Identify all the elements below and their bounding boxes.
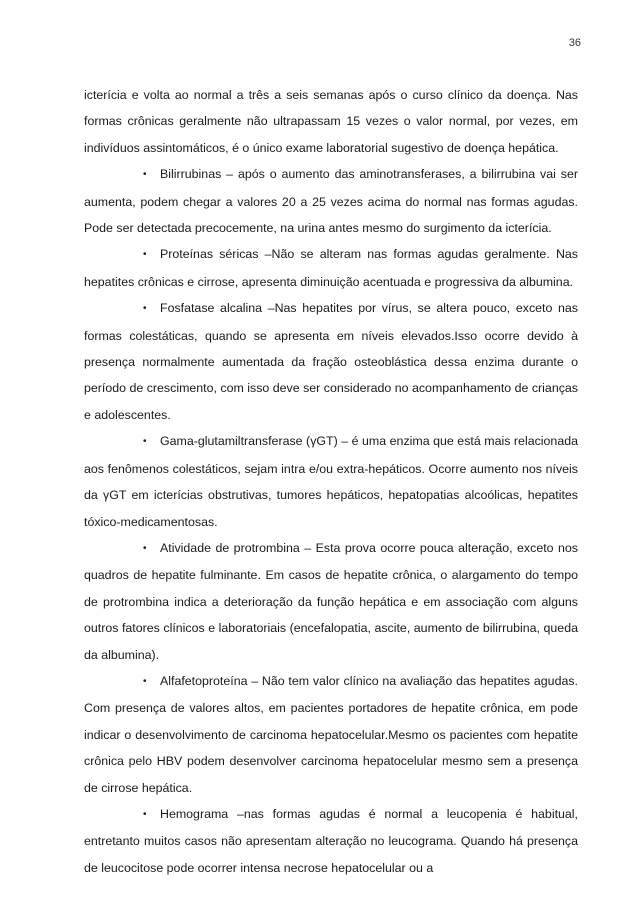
intro-paragraph: icterícia e volta ao normal a três a seis semanas após o curso clínico da doença. Nas formas crônicas geralmente não ultrapassam 15 vezes o valor normal, por vezes, em indivíduos assintomáticos, é o único exame laboratorial sugestivo de doença hepática. [84,88,578,155]
bullet-text: Hemograma –nas formas agudas é normal a leucopenia é habitual, entretanto muitos casos não apresentam alteração no leucograma. Quando há presença de leucocitose pode ocorrer intensa necrose hepatocelular ou a [84,806,578,875]
bullet-paragraph-hemograma [84,801,578,881]
bullet-paragraph-bilirrubinas [84,161,578,241]
bullet-text: Gama-glutamiltransferase (γGT) – é uma enzima que está mais relacionada aos fenômenos colestáticos, sejam intra e/ou extra-hepáticos. Ocorre aumento nos níveis da γGT em icterícias obstrutivas, tumores hepáticos, hepatopatias alcoólicas, hepatites tóxico-medicamentosas. [84,434,578,529]
bullet-text: Proteínas séricas –Não se alteram nas formas agudas geralmente. Nas hepatites crônicas e cirrose, apresenta diminuição acentuada e progressiva da albumina. [84,247,578,289]
bullet-paragraph-ggt [84,428,578,535]
bullet-text: Bilirrubinas – após o aumento das aminotransferases, a bilirrubina vai ser aumenta, podem chegar a valores 20 a 25 vezes acima do normal nas formas agudas. Pode ser detectada precocemente, na urina antes mesmo do surgimento da icterícia. [84,167,578,236]
bullet-icon: • [143,169,147,181]
bullet-icon: • [143,542,147,554]
page-number: 36 [568,37,581,49]
bullet-text: Atividade de protrombina – Esta prova ocorre pouca alteração, exceto nos quadros de hepatite fulminante. Em casos de hepatite crônica, o alargamento do tempo de protrombina indica a deterioração da função hepática e em associação com alguns outros fatores clínicos e laboratoriais (encefalopatia, ascite, aumento de bilirrubina, queda da albumina). [84,540,578,662]
bullet-paragraph-alfafetoproteina [84,668,578,801]
bullet-icon: • [143,436,147,448]
bullet-text: Fosfatase alcalina –Nas hepatites por vírus, se altera pouco, exceto nas formas colestáticas, quando se apresenta em níveis elevados.Isso ocorre devido à presença normalmente aumentada da fração osteoblástica dessa enzima durante o período de crescimento, com isso deve ser considerado no acompanhamento de crianças e adolescentes. [84,301,578,422]
body-text [84,82,578,881]
bullet-paragraph-protrombina [84,535,578,668]
bullet-icon: • [143,675,147,687]
bullet-text: Alfafetoproteína – Não tem valor clínico na avaliação das hepatites agudas. Com presença de valores altos, em pacientes portadores de hepatite crônica, em pode indicar o desenvolvimento de carcinoma hepatocelular.Mesmo os pacientes com hepatite crônica pelo HBV podem desenvolver carcinoma hepatocelular mesmo sem a presença de cirrose hepática. [84,673,578,795]
bullet-icon: • [143,303,147,315]
bullet-icon: • [143,249,147,261]
bullet-paragraph-proteinas [84,241,578,295]
bullet-paragraph-fosfatase [84,295,578,428]
bullet-icon: • [143,808,147,820]
